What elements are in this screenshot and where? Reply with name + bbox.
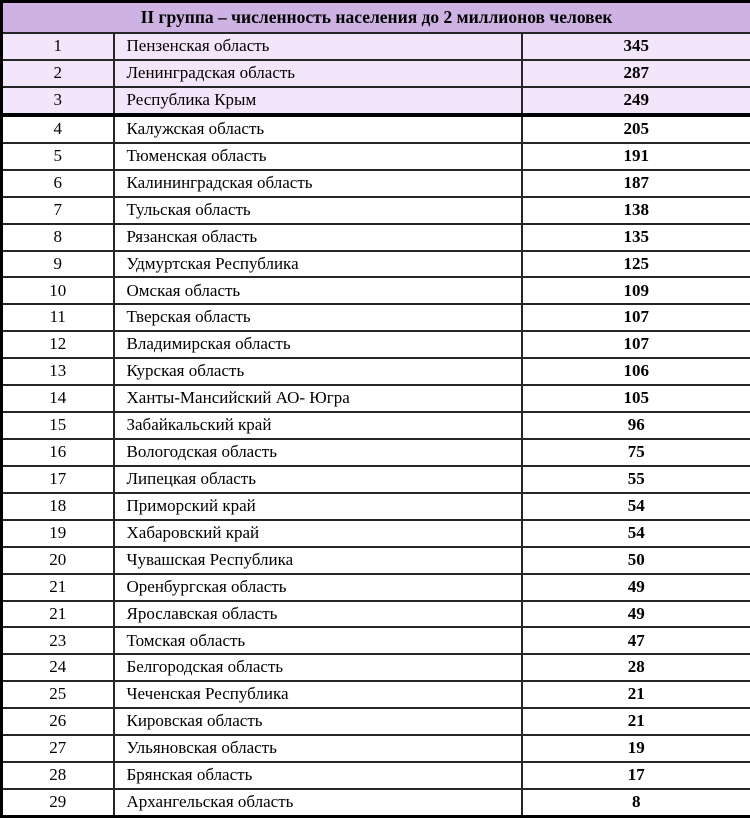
rank-cell: 7 <box>2 197 114 224</box>
value-cell: 54 <box>522 493 750 520</box>
region-cell: Белгородская область <box>114 654 522 681</box>
rank-cell: 4 <box>2 115 114 143</box>
table-row <box>2 520 750 547</box>
region-cell: Ярославская область <box>114 601 522 628</box>
region-cell: Чувашская Республика <box>114 547 522 574</box>
region-cell: Курская область <box>114 358 522 385</box>
table-row <box>2 304 750 331</box>
value-cell: 105 <box>522 385 750 412</box>
region-cell: Тюменская область <box>114 143 522 170</box>
table-row <box>2 762 750 789</box>
rank-cell: 17 <box>2 466 114 493</box>
region-cell: Чеченская Республика <box>114 681 522 708</box>
value-cell: 107 <box>522 304 750 331</box>
table-row <box>2 143 750 170</box>
value-cell: 345 <box>522 33 750 60</box>
value-cell: 109 <box>522 277 750 304</box>
rank-cell: 21 <box>2 601 114 628</box>
table-title: II группа – численность населения до 2 миллионов человек <box>2 2 750 34</box>
value-cell: 49 <box>522 574 750 601</box>
region-cell: Республика Крым <box>114 87 522 115</box>
rank-cell: 23 <box>2 627 114 654</box>
region-cell: Кировская область <box>114 708 522 735</box>
region-cell: Забайкальский край <box>114 412 522 439</box>
value-cell: 50 <box>522 547 750 574</box>
table-row <box>2 224 750 251</box>
region-cell: Калининградская область <box>114 170 522 197</box>
table-row <box>2 197 750 224</box>
table-row <box>2 33 750 60</box>
value-cell: 135 <box>522 224 750 251</box>
rank-cell: 13 <box>2 358 114 385</box>
value-cell: 8 <box>522 789 750 817</box>
table-row <box>2 115 750 143</box>
value-cell: 125 <box>522 251 750 278</box>
rank-cell: 18 <box>2 493 114 520</box>
table-row <box>2 708 750 735</box>
value-cell: 205 <box>522 115 750 143</box>
region-cell: Липецкая область <box>114 466 522 493</box>
rank-cell: 14 <box>2 385 114 412</box>
table-row <box>2 493 750 520</box>
region-cell: Тверская область <box>114 304 522 331</box>
rank-cell: 11 <box>2 304 114 331</box>
rank-cell: 25 <box>2 681 114 708</box>
table-header-row <box>2 2 750 34</box>
table-row <box>2 277 750 304</box>
table-row <box>2 170 750 197</box>
region-cell: Пензенская область <box>114 33 522 60</box>
region-cell: Омская область <box>114 277 522 304</box>
value-cell: 287 <box>522 60 750 87</box>
rank-cell: 10 <box>2 277 114 304</box>
rank-cell: 1 <box>2 33 114 60</box>
value-cell: 17 <box>522 762 750 789</box>
value-cell: 249 <box>522 87 750 115</box>
table-row <box>2 735 750 762</box>
rank-cell: 27 <box>2 735 114 762</box>
value-cell: 21 <box>522 708 750 735</box>
region-cell: Рязанская область <box>114 224 522 251</box>
value-cell: 96 <box>522 412 750 439</box>
value-cell: 75 <box>522 439 750 466</box>
value-cell: 106 <box>522 358 750 385</box>
region-cell: Калужская область <box>114 115 522 143</box>
value-cell: 19 <box>522 735 750 762</box>
rank-cell: 8 <box>2 224 114 251</box>
rank-cell: 6 <box>2 170 114 197</box>
value-cell: 47 <box>522 627 750 654</box>
region-cell: Хабаровский край <box>114 520 522 547</box>
table-row <box>2 60 750 87</box>
rank-cell: 28 <box>2 762 114 789</box>
table-row <box>2 87 750 115</box>
rank-cell: 20 <box>2 547 114 574</box>
value-cell: 49 <box>522 601 750 628</box>
table-row <box>2 331 750 358</box>
rank-cell: 26 <box>2 708 114 735</box>
table-row <box>2 681 750 708</box>
region-cell: Владимирская область <box>114 331 522 358</box>
value-cell: 54 <box>522 520 750 547</box>
value-cell: 55 <box>522 466 750 493</box>
value-cell: 107 <box>522 331 750 358</box>
rank-cell: 2 <box>2 60 114 87</box>
rank-cell: 29 <box>2 789 114 817</box>
region-cell: Оренбургская область <box>114 574 522 601</box>
region-cell: Вологодская область <box>114 439 522 466</box>
table-row <box>2 574 750 601</box>
value-cell: 191 <box>522 143 750 170</box>
table-row <box>2 789 750 817</box>
region-cell: Томская область <box>114 627 522 654</box>
rank-cell: 21 <box>2 574 114 601</box>
table-row <box>2 627 750 654</box>
table-row <box>2 385 750 412</box>
rank-cell: 24 <box>2 654 114 681</box>
table-row <box>2 601 750 628</box>
value-cell: 21 <box>522 681 750 708</box>
region-cell: Архангельская область <box>114 789 522 817</box>
rank-cell: 9 <box>2 251 114 278</box>
rank-cell: 19 <box>2 520 114 547</box>
table-row <box>2 439 750 466</box>
region-cell: Удмуртская Республика <box>114 251 522 278</box>
table-row <box>2 412 750 439</box>
rank-cell: 12 <box>2 331 114 358</box>
table-row <box>2 547 750 574</box>
table-body <box>2 33 750 817</box>
table-row <box>2 466 750 493</box>
value-cell: 187 <box>522 170 750 197</box>
region-cell: Брянская область <box>114 762 522 789</box>
value-cell: 138 <box>522 197 750 224</box>
rank-cell: 15 <box>2 412 114 439</box>
rank-cell: 16 <box>2 439 114 466</box>
table-row <box>2 358 750 385</box>
region-cell: Ленинградская область <box>114 60 522 87</box>
table-row <box>2 654 750 681</box>
region-cell: Ханты-Мансийский АО- Югра <box>114 385 522 412</box>
region-cell: Приморский край <box>114 493 522 520</box>
table-row <box>2 251 750 278</box>
region-cell: Тульская область <box>114 197 522 224</box>
rank-cell: 5 <box>2 143 114 170</box>
value-cell: 28 <box>522 654 750 681</box>
rank-cell: 3 <box>2 87 114 115</box>
region-cell: Ульяновская область <box>114 735 522 762</box>
